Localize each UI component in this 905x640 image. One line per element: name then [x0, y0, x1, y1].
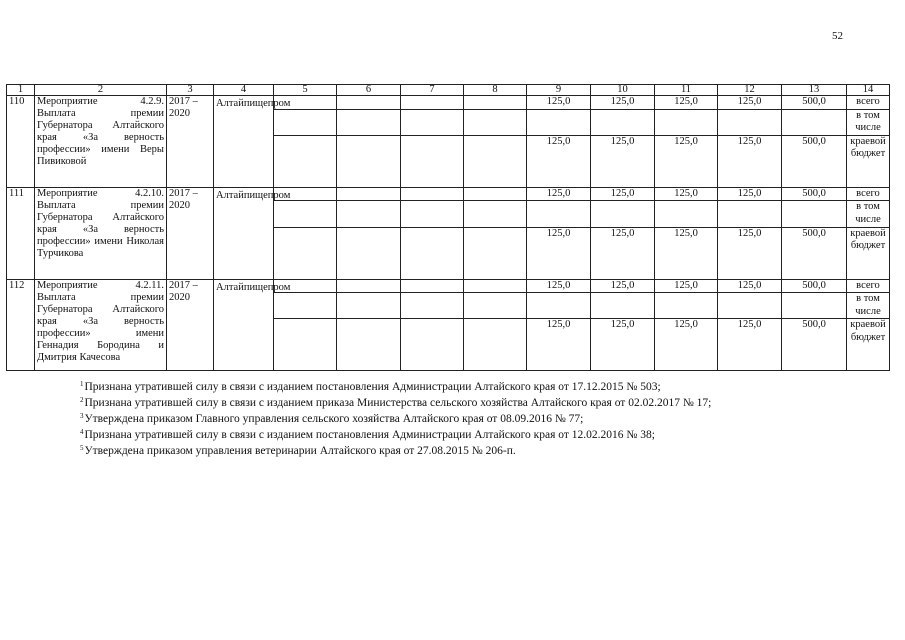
footnote-mark: 1: [80, 380, 84, 388]
table-row: [7, 187, 890, 201]
empty-cell: [401, 319, 464, 371]
empty-cell: [337, 96, 401, 110]
empty-cell: [655, 109, 718, 135]
empty-cell: [274, 293, 337, 319]
column-header: 7: [401, 85, 464, 96]
total-value: 125,0: [527, 96, 591, 110]
total-value: 125,0: [718, 187, 782, 201]
including-label: в том числе: [847, 201, 890, 227]
empty-cell: [337, 319, 401, 371]
footnote-mark: 2: [80, 396, 84, 404]
empty-cell: [464, 109, 527, 135]
footnote: [80, 378, 711, 394]
total-value: 125,0: [591, 96, 655, 110]
empty-cell: [337, 279, 401, 293]
empty-cell: [337, 135, 401, 187]
budget-value: 125,0: [527, 135, 591, 187]
empty-cell: [718, 109, 782, 135]
empty-cell: [782, 293, 847, 319]
column-header: 11: [655, 85, 718, 96]
measure-period: 2017 – 2020: [167, 187, 214, 279]
empty-cell: [401, 109, 464, 135]
empty-cell: [464, 135, 527, 187]
empty-cell: [274, 227, 337, 279]
footnote-text: Признана утратившей силу в связи с изданием постановления Администрации Алтайского края от 17.12.2015 № 503;: [84, 381, 661, 393]
empty-cell: [782, 109, 847, 135]
page-number: 52: [832, 30, 843, 42]
budget-value: 125,0: [527, 227, 591, 279]
empty-cell: [464, 187, 527, 201]
empty-cell: [337, 293, 401, 319]
empty-cell: [401, 96, 464, 110]
empty-cell: [718, 293, 782, 319]
total-value: 500,0: [782, 279, 847, 293]
empty-cell: [337, 201, 401, 227]
column-header: 5: [274, 85, 337, 96]
empty-cell: [274, 135, 337, 187]
measure-executor: Алтайпищепром: [214, 279, 274, 371]
empty-cell: [401, 201, 464, 227]
budget-value: 500,0: [782, 135, 847, 187]
measure-period: 2017 – 2020: [167, 96, 214, 188]
footnote: [80, 426, 711, 442]
measure-executor: Алтайпищепром: [214, 187, 274, 279]
footnote-text: Утверждена приказом управления ветеринарии Алтайского края от 27.08.2015 № 206-п.: [84, 445, 516, 457]
total-value: 125,0: [718, 96, 782, 110]
empty-cell: [337, 227, 401, 279]
total-value: 125,0: [655, 187, 718, 201]
column-header: 3: [167, 85, 214, 96]
row-number: 111: [7, 187, 35, 279]
budget-value: 125,0: [718, 319, 782, 371]
including-label: в том числе: [847, 293, 890, 319]
footnote-mark: 3: [80, 412, 84, 420]
empty-cell: [464, 227, 527, 279]
total-label: всего: [847, 187, 890, 201]
empty-cell: [591, 293, 655, 319]
column-header: 14: [847, 85, 890, 96]
empty-cell: [527, 201, 591, 227]
total-value: 500,0: [782, 187, 847, 201]
empty-cell: [527, 109, 591, 135]
empty-cell: [464, 96, 527, 110]
column-header: 8: [464, 85, 527, 96]
budget-value: 125,0: [655, 227, 718, 279]
empty-cell: [337, 187, 401, 201]
empty-cell: [591, 109, 655, 135]
program-table: [6, 84, 890, 371]
measure-name: Мероприятие 4.2.9. Выплата премии Губернатора Алтайского края «За верность профессии» имени Веры Пивиковой: [35, 96, 167, 188]
budget-value: 125,0: [591, 319, 655, 371]
footnote: [80, 410, 711, 426]
total-value: 125,0: [527, 279, 591, 293]
empty-cell: [655, 201, 718, 227]
measure-period: 2017 – 2020: [167, 279, 214, 371]
budget-value: 125,0: [718, 227, 782, 279]
footnote-mark: 4: [80, 428, 84, 436]
table-row: [7, 96, 890, 110]
total-label: всего: [847, 279, 890, 293]
total-label: всего: [847, 96, 890, 110]
footnote-text: Признана утратившей силу в связи с изданием постановления Администрации Алтайского края от 12.02.2016 № 38;: [84, 429, 655, 441]
empty-cell: [401, 279, 464, 293]
footnote-text: Признана утратившей силу в связи с изданием приказа Министерства сельского хозяйства Алтайского края от 02.02.2017 № 17;: [84, 397, 712, 409]
budget-value: 125,0: [655, 319, 718, 371]
footnote: [80, 394, 711, 410]
empty-cell: [401, 187, 464, 201]
empty-cell: [464, 201, 527, 227]
column-header: 4: [214, 85, 274, 96]
budget-value: 125,0: [655, 135, 718, 187]
budget-label: краевой бюджет: [847, 319, 890, 371]
empty-cell: [401, 293, 464, 319]
measure-name: Мероприятие 4.2.10. Выплата премии Губернатора Алтайского края «За верность профессии» имени Николая Турчикова: [35, 187, 167, 279]
total-value: 125,0: [527, 187, 591, 201]
budget-value: 125,0: [591, 227, 655, 279]
measure-executor: Алтайпищепром: [214, 96, 274, 188]
row-number: 110: [7, 96, 35, 188]
empty-cell: [274, 319, 337, 371]
empty-cell: [591, 201, 655, 227]
table-row: [7, 279, 890, 293]
empty-cell: [401, 135, 464, 187]
empty-cell: [464, 319, 527, 371]
footnote-text: Утверждена приказом Главного управления сельского хозяйства Алтайского края от 08.09.2016 № 77;: [84, 413, 584, 425]
column-header: 13: [782, 85, 847, 96]
budget-value: 500,0: [782, 319, 847, 371]
including-label: в том числе: [847, 109, 890, 135]
table-header-row: [7, 85, 890, 96]
column-header: 1: [7, 85, 35, 96]
budget-value: 125,0: [527, 319, 591, 371]
budget-value: 125,0: [718, 135, 782, 187]
empty-cell: [718, 201, 782, 227]
empty-cell: [274, 109, 337, 135]
total-value: 125,0: [591, 279, 655, 293]
column-header: 12: [718, 85, 782, 96]
column-header: 10: [591, 85, 655, 96]
budget-value: 500,0: [782, 227, 847, 279]
empty-cell: [527, 293, 591, 319]
row-number: 112: [7, 279, 35, 371]
measure-name: Мероприятие 4.2.11. Выплата премии Губернатора Алтайского края «За верность профессии» имени Геннадия Бородина и Дмитрия Качесова: [35, 279, 167, 371]
footnote-mark: 5: [80, 444, 84, 452]
total-value: 125,0: [655, 96, 718, 110]
budget-value: 125,0: [591, 135, 655, 187]
empty-cell: [401, 227, 464, 279]
total-value: 125,0: [591, 187, 655, 201]
total-value: 125,0: [718, 279, 782, 293]
empty-cell: [274, 201, 337, 227]
empty-cell: [782, 201, 847, 227]
empty-cell: [464, 293, 527, 319]
budget-label: краевой бюджет: [847, 227, 890, 279]
empty-cell: [655, 293, 718, 319]
budget-label: краевой бюджет: [847, 135, 890, 187]
total-value: 125,0: [655, 279, 718, 293]
footnotes: [80, 378, 711, 458]
column-header: 2: [35, 85, 167, 96]
empty-cell: [337, 109, 401, 135]
footnote: [80, 442, 711, 458]
empty-cell: [464, 279, 527, 293]
column-header: 6: [337, 85, 401, 96]
column-header: 9: [527, 85, 591, 96]
total-value: 500,0: [782, 96, 847, 110]
